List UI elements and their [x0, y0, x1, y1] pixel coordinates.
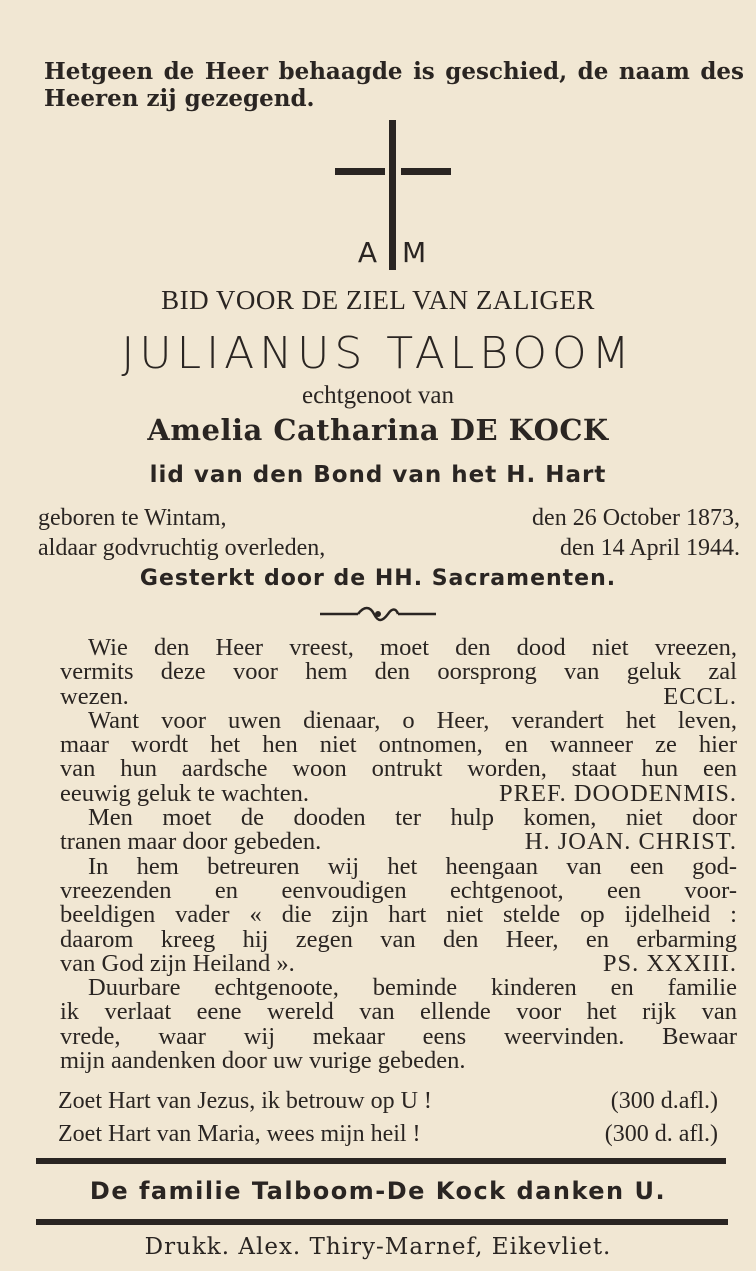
prayer-line-maria [58, 1121, 718, 1148]
verse-line: ik verlaat eene wereld van ellende voor het rijk van [60, 998, 737, 1026]
verse-source: ECCL. [663, 682, 737, 710]
verse-line: Wie den Heer vreest, moet den dood niet vreezen, [88, 634, 737, 661]
prayer-line-jesus [58, 1088, 718, 1115]
spouse-name: Amelia Catharina DE KOCK [147, 413, 609, 447]
divider-rule [36, 1158, 726, 1164]
birth-date: den 26 October 1873, [532, 505, 740, 531]
indulgence: (300 d. afl.) [604, 1121, 718, 1147]
verse-line: tranen maar door gebeden. [60, 828, 322, 856]
indulgence: (300 d.afl.) [610, 1088, 718, 1114]
death-line [38, 535, 740, 562]
verse-line: daarom kreeg hij zegen van den Heer, en erbarming [60, 925, 737, 953]
verse-line: wezen. [60, 682, 129, 710]
birth-line [38, 505, 740, 532]
verse-source: PREF. DOODENMIS. [499, 779, 737, 807]
verse-paragraph [32, 636, 737, 709]
prayer-text: Zoet Hart van Maria, wees mijn heil ! [58, 1121, 421, 1147]
verse-line: van God zijn Heiland ». [60, 949, 295, 977]
verse-source: PS. XXXIII. [602, 949, 737, 977]
verse-line: maar wordt het hen niet ontnomen, en wanneer ze hier [60, 731, 737, 759]
verse-line: eeuwig geluk te wachten. [60, 779, 309, 807]
verse-line: In hem betreuren wij het heengaan van een god- [88, 852, 737, 880]
divider-rule [36, 1219, 728, 1225]
deceased-name: JULIANUS TALBOOM [121, 328, 635, 379]
verse-line: van hun aardsche woon ontrukt worden, staat hun een [60, 755, 737, 783]
verse-paragraph [32, 806, 737, 855]
prayer-request: BID VOOR DE ZIEL VAN ZALIGER [161, 285, 595, 315]
verse-line: Want voor uwen dienaar, o Heer, verandert het leven, [88, 706, 737, 734]
death-date: den 14 April 1944. [560, 535, 740, 561]
birth-place: geboren te Wintam, [38, 505, 227, 531]
verse-paragraph [32, 706, 737, 807]
membership-line: lid van den Bond van het H. Hart [149, 462, 607, 488]
verse-line: vreezenden en eenvoudigen echtgenoot, een voor- [60, 876, 737, 904]
verse-paragraph [32, 852, 737, 977]
spouse-of-label: echtgenoot van [301, 382, 455, 409]
ornament-divider [318, 604, 438, 624]
verse-line: mijn aandenken door uw vurige gebeden. [60, 1047, 466, 1075]
am-monogram: A M [357, 236, 435, 269]
printer-line: Drukk. Alex. Thiry-Marnef, Eikevliet. [144, 1234, 612, 1260]
sacraments-line: Gesterkt door de HH. Sacramenten. [139, 566, 617, 591]
prayer-text: Zoet Hart van Jezus, ik betrouw op U ! [58, 1088, 432, 1114]
verse-paragraph [32, 976, 737, 1073]
verse-source: H. JOAN. CHRIST. [524, 828, 737, 856]
thanks-line: De familie Talboom-De Kock danken U. [89, 1177, 667, 1205]
verse-line: Men moet de dooden ter hulp komen, niet door [88, 804, 737, 832]
death-place: aldaar godvruchtig overleden, [38, 535, 326, 561]
verses-block [32, 636, 737, 1073]
verse-line: vermits deze voor hem den oorsprong van geluk zal [60, 658, 737, 686]
verse-line: Duurbare echtgenoote, beminde kinderen en familie [88, 974, 737, 1002]
verse-line: beeldigen vader « die zijn hart niet stelde op ijdelheid : [60, 901, 737, 929]
verse-line: vrede, waar wij mekaar eens weervinden. Bewaar [60, 1022, 737, 1050]
header-verse: Hetgeen de Heer behaagde is geschied, de naam des Heeren zij gezegend. [44, 58, 744, 112]
